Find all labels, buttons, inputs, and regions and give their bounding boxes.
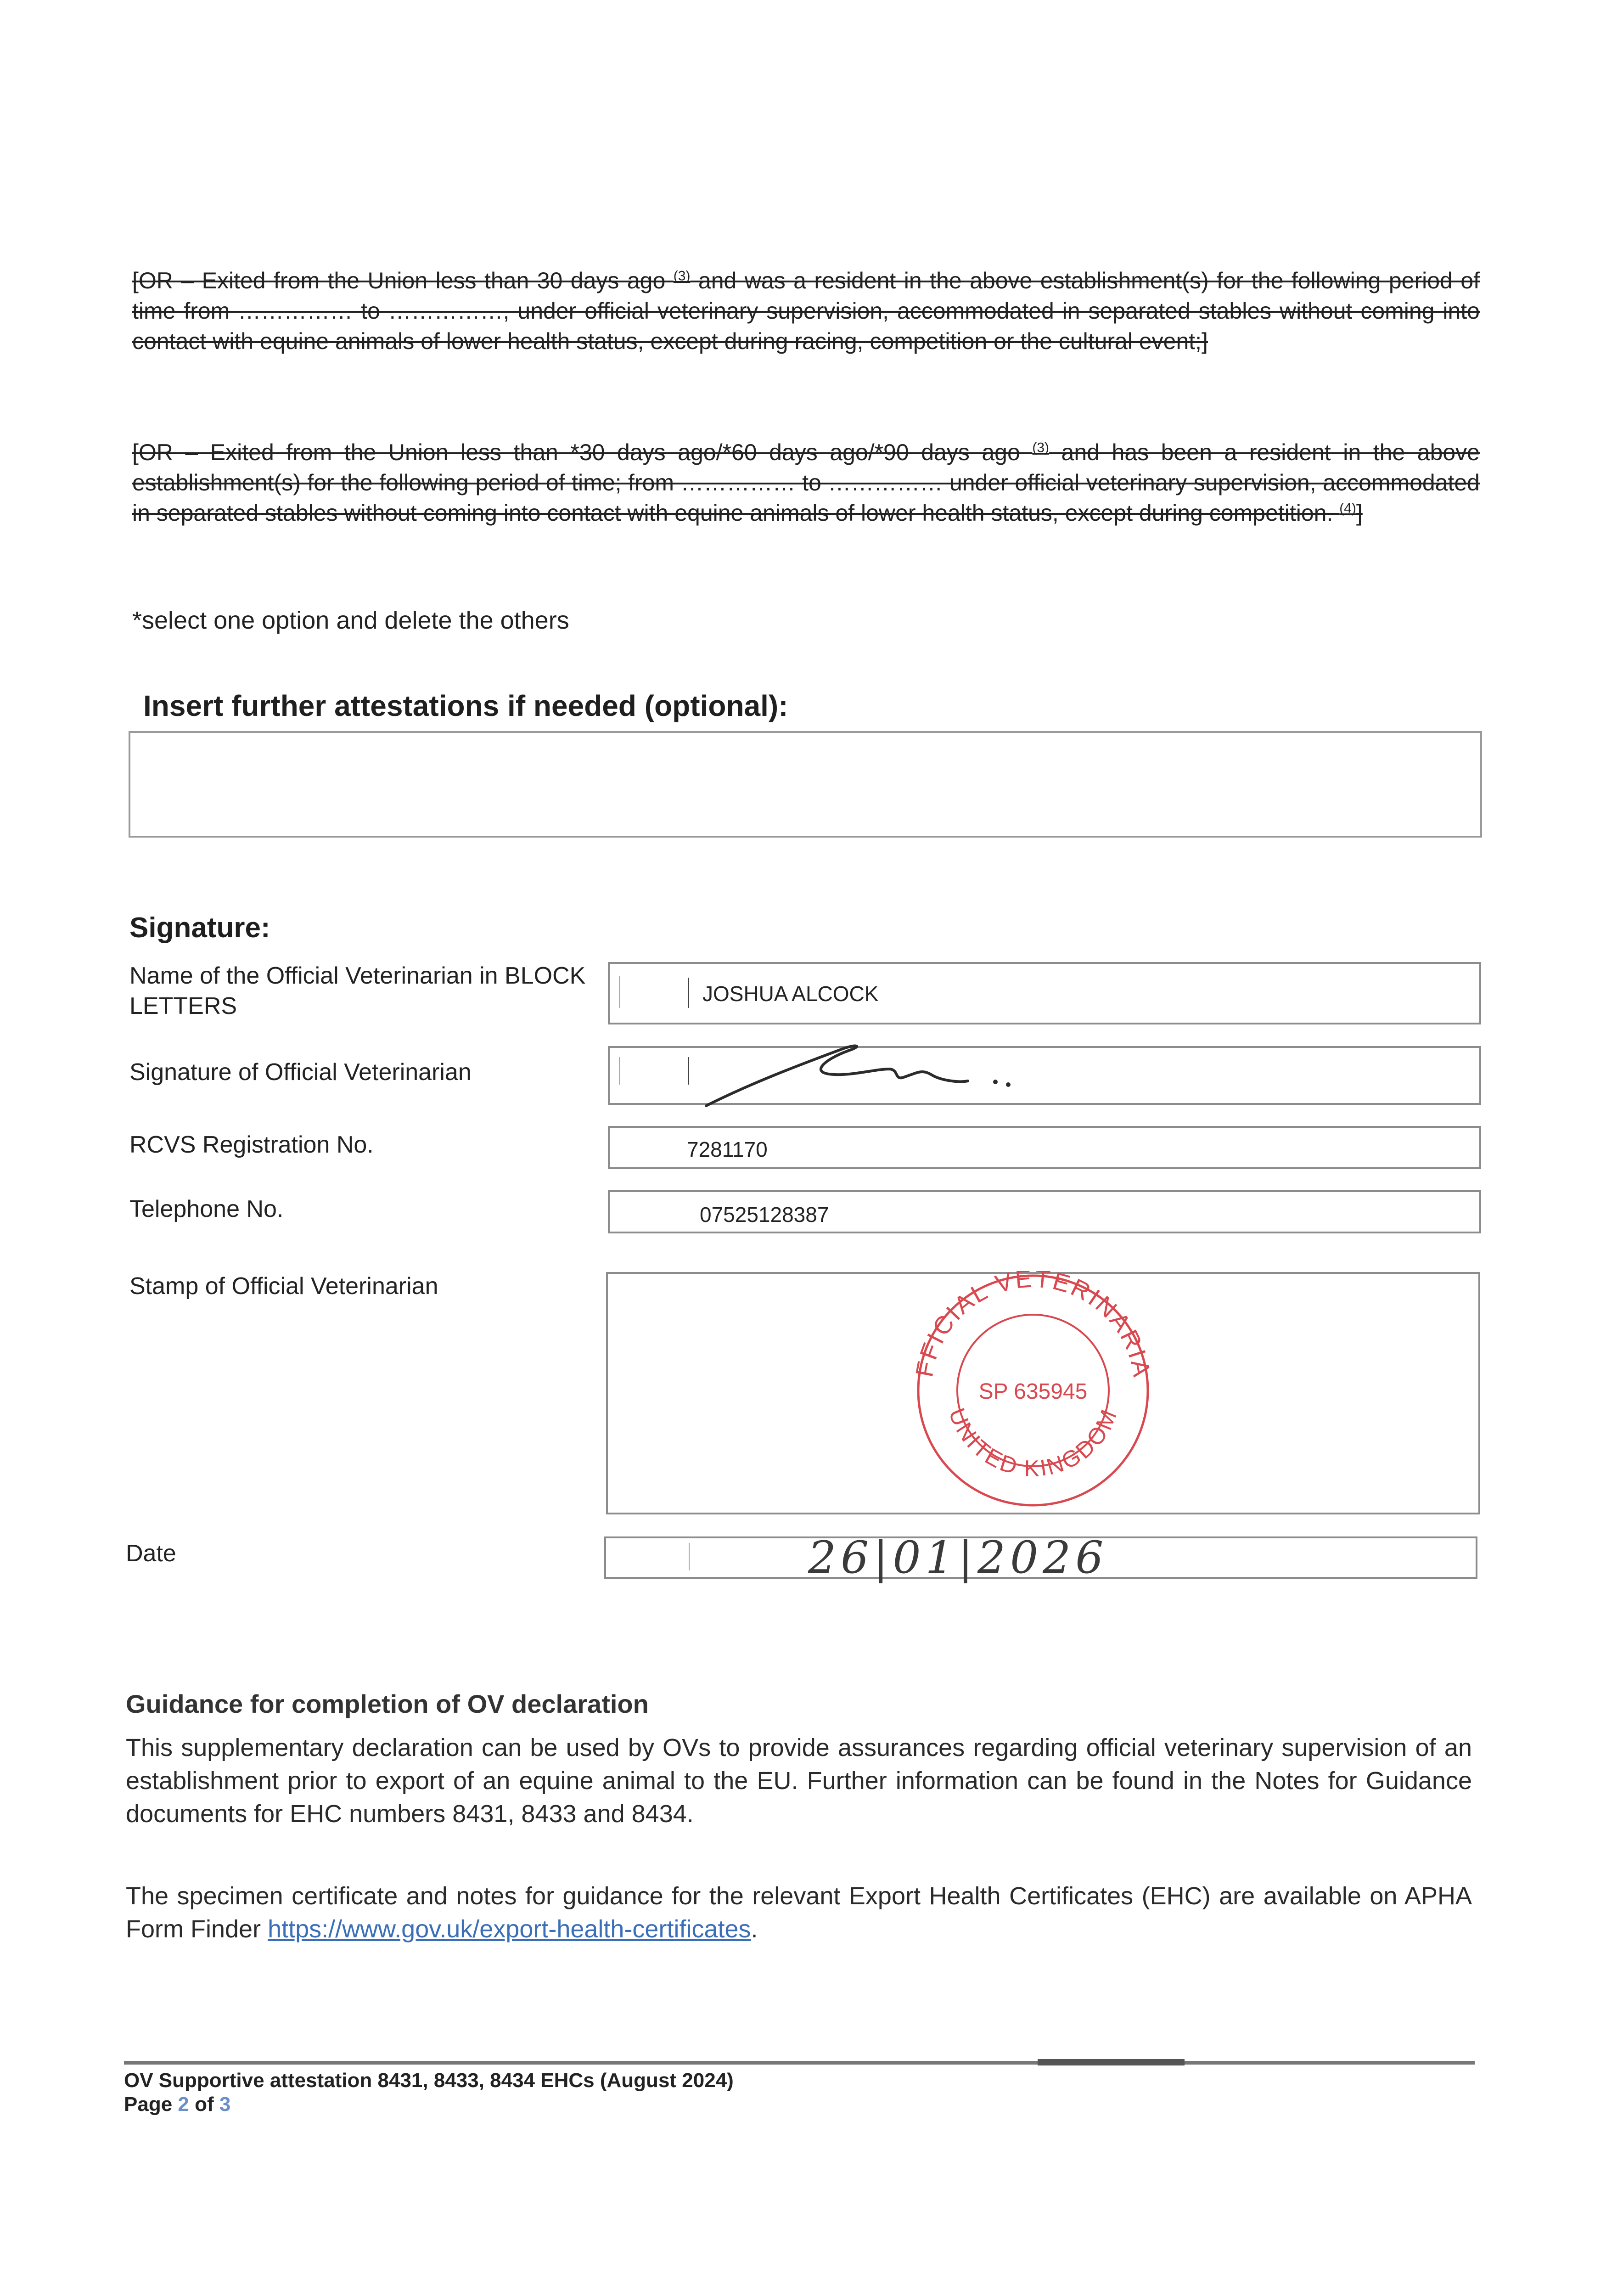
- signature-heading: Signature:: [129, 912, 270, 944]
- stamp-seal-icon: [904, 1271, 1162, 1510]
- date-field[interactable]: [604, 1532, 1477, 1583]
- field-marker: [619, 976, 620, 1008]
- ov-signature-field[interactable]: [608, 1046, 1481, 1105]
- handwritten-signature-icon: [702, 1037, 1050, 1115]
- ov-name-label: Name of the Official Veterinarian in BLOCK LETTERS: [129, 962, 586, 1019]
- telephone-field[interactable]: [608, 1190, 1481, 1233]
- footer-divider: [124, 2061, 1475, 2065]
- rcvs-field[interactable]: [608, 1126, 1481, 1169]
- further-attestations-heading: Insert further attestations if needed (optional):: [143, 689, 788, 722]
- guidance-paragraph-2: The specimen certificate and notes for guidance for the relevant Export Health Certificates (EHC) are available on APHA Form Finder https://www.gov.uk/export-health-certificates.: [126, 1882, 1472, 1943]
- select-option-note: *select one option and delete the others: [132, 607, 569, 634]
- rcvs-value: 7281170: [687, 1137, 768, 1161]
- ov-name-field[interactable]: [608, 962, 1481, 1024]
- further-attestations-field[interactable]: [129, 731, 1482, 838]
- footer-divider-mark: [1038, 2059, 1185, 2065]
- date-value: 26|01|2026: [808, 1532, 1108, 1583]
- struck-option-paragraph-1: [OR – Exited from the Union less than 30 days ago $^{(3)}$ and was a resident in the above establishment(s) for the following period of time from …………… to ……………, under official veterinary supervision, accommodated in separated stables without coming into contact with equine animals of lower health status, except during racing, competition or the cultural event;]: [132, 268, 1480, 354]
- stamp-top-text: FFICIAL VETERINARIA: [910, 1271, 1156, 1381]
- rcvs-label: RCVS Registration No.: [129, 1131, 374, 1158]
- stamp-center-text: SP 635945: [978, 1379, 1088, 1404]
- svg-text:UNITED KINGDOM: [944, 1404, 1123, 1481]
- guidance-paragraph-1: This supplementary declaration can be used by OVs to provide assurances regarding official veterinary supervision of an establishment prior to export of an equine animal to the EU. Further information can be found in the Notes for Guidance documents for EHC numbers 8431, 8433 and 8434.: [126, 1734, 1472, 1828]
- export-health-certificates-link[interactable]: https://www.gov.uk/export-health-certificates: [268, 1915, 751, 1943]
- footer-document-title: OV Supportive attestation 8431, 8433, 8434 EHCs (August 2024): [124, 2069, 734, 2092]
- date-label: Date: [126, 1540, 176, 1567]
- ov-name-value: JOSHUA ALCOCK: [702, 982, 879, 1006]
- stamp-label: Stamp of Official Veterinarian: [129, 1273, 438, 1300]
- telephone-label: Telephone No.: [129, 1196, 284, 1222]
- guidance-heading: Guidance for completion of OV declaration: [126, 1689, 649, 1718]
- field-marker: [689, 1543, 690, 1570]
- svg-text:OFFICIAL VETERINARIAN: [904, 1271, 1156, 1380]
- field-marker: [688, 1057, 689, 1085]
- struck-option-paragraph-2: [OR – Exited from the Union less than *30 days ago/*60 days ago/*90 days ago $^{(3)}$ and has been a resident in the above establishment(s) for the following period of time; from …………… to …………… under official veterinary supervision, accommodated in separated stables without coming into contact with equine animals of lower health status, except during competition. $^{(4)}$]: [132, 439, 1480, 526]
- field-marker: [688, 978, 689, 1008]
- official-veterinarian-stamp: [904, 1271, 1162, 1510]
- footer-page-number: Page 2 of 3: [124, 2093, 231, 2116]
- stamp-bottom-text: UNITED KINGDOM: [943, 1404, 1123, 1481]
- telephone-value: 07525128387: [700, 1203, 829, 1227]
- ov-signature-label: Signature of Official Veterinarian: [129, 1059, 472, 1086]
- field-marker: [619, 1057, 620, 1085]
